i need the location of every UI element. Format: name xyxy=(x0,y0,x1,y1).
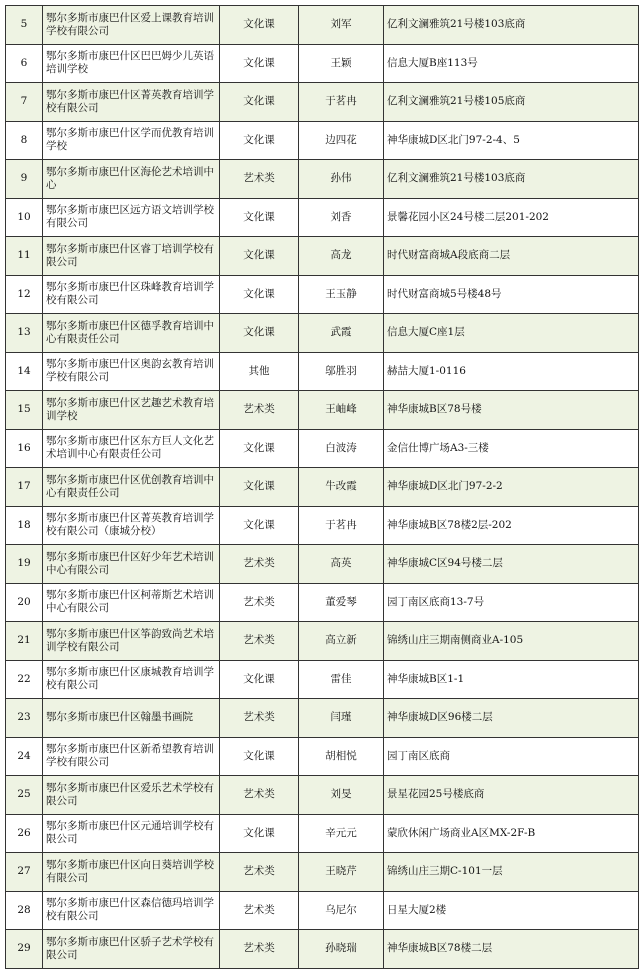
institution-name: 鄂尔多斯市康巴什区爱上课教育培训学校有限公司 xyxy=(43,6,220,45)
person-cell: 牛改霞 xyxy=(299,468,384,507)
address-cell: 神华康城B区1-1 xyxy=(384,660,639,699)
row-number: 17 xyxy=(6,468,43,507)
person-cell: 刘香 xyxy=(299,198,384,237)
address-cell: 亿利文澜雅筑21号楼103底商 xyxy=(384,160,639,199)
person-cell: 乌尼尔 xyxy=(299,891,384,930)
row-number: 10 xyxy=(6,198,43,237)
category-cell: 文化课 xyxy=(220,237,299,276)
address-cell: 神华康城B区78楼2层-202 xyxy=(384,506,639,545)
person-cell: 邬胜羽 xyxy=(299,352,384,391)
category-cell: 文化课 xyxy=(220,737,299,776)
institution-name: 鄂尔多斯市康巴什区海伦艺术培训中心 xyxy=(43,160,220,199)
category-cell: 文化课 xyxy=(220,275,299,314)
person-cell: 孙伟 xyxy=(299,160,384,199)
row-number: 21 xyxy=(6,622,43,661)
address-cell: 日星大厦2楼 xyxy=(384,891,639,930)
address-cell: 赫喆大厦1-0116 xyxy=(384,352,639,391)
person-cell: 武霞 xyxy=(299,314,384,353)
institution-name: 鄂尔多斯市康巴什区艺趣艺术教育培训学校 xyxy=(43,391,220,430)
row-number: 23 xyxy=(6,699,43,738)
person-cell: 王玉静 xyxy=(299,275,384,314)
category-cell: 艺术类 xyxy=(220,391,299,430)
table-row xyxy=(6,814,639,853)
institution-name: 鄂尔多斯市康巴什区东方巨人文化艺术培训中心有限责任公司 xyxy=(43,429,220,468)
institution-name: 鄂尔多斯市康巴什区珠峰教育培训学校有限公司 xyxy=(43,275,220,314)
institution-name: 鄂尔多斯市康巴什区奥韵玄教育培训学校有限公司 xyxy=(43,352,220,391)
table-row xyxy=(6,44,639,83)
address-cell: 景馨花园小区24号楼二层201-202 xyxy=(384,198,639,237)
person-cell: 边四花 xyxy=(299,121,384,160)
category-cell: 文化课 xyxy=(220,6,299,45)
table-row xyxy=(6,198,639,237)
table-row xyxy=(6,853,639,892)
person-cell: 刘军 xyxy=(299,6,384,45)
address-cell: 神华康城D区北门97-2-2 xyxy=(384,468,639,507)
person-cell: 胡相悦 xyxy=(299,737,384,776)
row-number: 18 xyxy=(6,506,43,545)
address-cell: 神华康城B区78号楼 xyxy=(384,391,639,430)
person-cell: 闫瑾 xyxy=(299,699,384,738)
row-number: 8 xyxy=(6,121,43,160)
category-cell: 其他 xyxy=(220,352,299,391)
person-cell: 孙晓瑞 xyxy=(299,930,384,969)
institution-name: 鄂尔多斯市康巴什区睿丁培训学校有限公司 xyxy=(43,237,220,276)
row-number: 19 xyxy=(6,545,43,584)
row-number: 16 xyxy=(6,429,43,468)
row-number: 15 xyxy=(6,391,43,430)
row-number: 9 xyxy=(6,160,43,199)
address-cell: 神华康城C区94号楼二层 xyxy=(384,545,639,584)
category-cell: 文化课 xyxy=(220,506,299,545)
row-number: 13 xyxy=(6,314,43,353)
person-cell: 白波涛 xyxy=(299,429,384,468)
institution-name: 鄂尔多斯市康巴什区翰墨书画院 xyxy=(43,699,220,738)
address-cell: 信息大厦B座113号 xyxy=(384,44,639,83)
person-cell: 辛元元 xyxy=(299,814,384,853)
table-row xyxy=(6,314,639,353)
category-cell: 艺术类 xyxy=(220,622,299,661)
table-row xyxy=(6,352,639,391)
table-row xyxy=(6,583,639,622)
category-cell: 艺术类 xyxy=(220,699,299,738)
category-cell: 文化课 xyxy=(220,429,299,468)
category-cell: 文化课 xyxy=(220,660,299,699)
institution-name: 鄂尔多斯市康巴什区优创教育培训中心有限责任公司 xyxy=(43,468,220,507)
table-row xyxy=(6,468,639,507)
category-cell: 文化课 xyxy=(220,314,299,353)
table-row xyxy=(6,275,639,314)
address-cell: 园丁南区底商13-7号 xyxy=(384,583,639,622)
category-cell: 艺术类 xyxy=(220,160,299,199)
institution-name: 鄂尔多斯市康巴什区森信德玛培训学校有限公司 xyxy=(43,891,220,930)
institution-name: 鄂尔多斯市康巴什区德孚教育培训中心有限责任公司 xyxy=(43,314,220,353)
row-number: 22 xyxy=(6,660,43,699)
row-number: 27 xyxy=(6,853,43,892)
institution-name: 鄂尔多斯市康巴什区元通培训学校有限公司 xyxy=(43,814,220,853)
category-cell: 艺术类 xyxy=(220,776,299,815)
row-number: 12 xyxy=(6,275,43,314)
institution-name: 鄂尔多斯市康巴什区好少年艺术培训中心有限公司 xyxy=(43,545,220,584)
category-cell: 艺术类 xyxy=(220,891,299,930)
table-row xyxy=(6,391,639,430)
address-cell: 时代财富商城A段底商二层 xyxy=(384,237,639,276)
person-cell: 高龙 xyxy=(299,237,384,276)
institution-name: 鄂尔多斯市康巴什区菁英教育培训学校有限公司（康城分校） xyxy=(43,506,220,545)
row-number: 14 xyxy=(6,352,43,391)
table-row xyxy=(6,737,639,776)
row-number: 6 xyxy=(6,44,43,83)
category-cell: 文化课 xyxy=(220,121,299,160)
row-number: 24 xyxy=(6,737,43,776)
table-row xyxy=(6,6,639,45)
table-row xyxy=(6,930,639,969)
person-cell: 刘旻 xyxy=(299,776,384,815)
category-cell: 文化课 xyxy=(220,814,299,853)
address-cell: 锦绣山庄三期南侧商业A-105 xyxy=(384,622,639,661)
person-cell: 王岫峰 xyxy=(299,391,384,430)
row-number: 25 xyxy=(6,776,43,815)
institution-name: 鄂尔多斯市康巴什区筝韵致尚艺术培训学校有限公司 xyxy=(43,622,220,661)
category-cell: 艺术类 xyxy=(220,853,299,892)
table-row xyxy=(6,699,639,738)
table-row xyxy=(6,622,639,661)
row-number: 20 xyxy=(6,583,43,622)
address-cell: 锦绣山庄三期C-101一层 xyxy=(384,853,639,892)
row-number: 5 xyxy=(6,6,43,45)
category-cell: 文化课 xyxy=(220,198,299,237)
row-number: 29 xyxy=(6,930,43,969)
institution-name: 鄂尔多斯市康巴什区骄子艺术学校有限公司 xyxy=(43,930,220,969)
person-cell: 王晓芹 xyxy=(299,853,384,892)
registry-table xyxy=(5,5,639,969)
institution-name: 鄂尔多斯市康巴什区爱乐艺术学校有限公司 xyxy=(43,776,220,815)
category-cell: 艺术类 xyxy=(220,583,299,622)
category-cell: 艺术类 xyxy=(220,545,299,584)
person-cell: 高英 xyxy=(299,545,384,584)
category-cell: 艺术类 xyxy=(220,930,299,969)
institution-name: 鄂尔多斯市康巴什区菁英教育培训学校有限公司 xyxy=(43,83,220,122)
category-cell: 文化课 xyxy=(220,468,299,507)
address-cell: 景星花园25号楼底商 xyxy=(384,776,639,815)
person-cell: 于茗冉 xyxy=(299,506,384,545)
address-cell: 金信仕博广场A3-三楼 xyxy=(384,429,639,468)
address-cell: 信息大厦C座1层 xyxy=(384,314,639,353)
table-row xyxy=(6,429,639,468)
table-row xyxy=(6,660,639,699)
institution-name: 鄂尔多斯市康巴什区柯蒂斯艺术培训中心有限公司 xyxy=(43,583,220,622)
institution-name: 鄂尔多斯市康巴什区新希望教育培训学校有限公司 xyxy=(43,737,220,776)
table-row xyxy=(6,545,639,584)
address-cell: 神华康城D区北门97-2-4、5 xyxy=(384,121,639,160)
table-row xyxy=(6,776,639,815)
address-cell: 神华康城B区78楼二层 xyxy=(384,930,639,969)
person-cell: 雷佳 xyxy=(299,660,384,699)
address-cell: 亿利文澜雅筑21号楼103底商 xyxy=(384,6,639,45)
category-cell: 文化课 xyxy=(220,44,299,83)
registry-table-body xyxy=(6,6,639,969)
table-row xyxy=(6,891,639,930)
institution-name: 鄂尔多斯市康巴什区康城教育培训学校有限公司 xyxy=(43,660,220,699)
row-number: 26 xyxy=(6,814,43,853)
table-row xyxy=(6,506,639,545)
person-cell: 于茗冉 xyxy=(299,83,384,122)
institution-name: 鄂尔多斯市康巴什区向日葵培训学校有限公司 xyxy=(43,853,220,892)
address-cell: 蒙欣休闲广场商业A区MX-2F-B xyxy=(384,814,639,853)
institution-name: 鄂尔多斯市康巴区远方语文培训学校有限公司 xyxy=(43,198,220,237)
table-row xyxy=(6,121,639,160)
row-number: 28 xyxy=(6,891,43,930)
person-cell: 王颖 xyxy=(299,44,384,83)
address-cell: 时代财富商城5号楼48号 xyxy=(384,275,639,314)
institution-name: 鄂尔多斯市康巴什区学而优教育培训学校 xyxy=(43,121,220,160)
institution-name: 鄂尔多斯市康巴什区巴巴姆少儿英语培训学校 xyxy=(43,44,220,83)
person-cell: 董爱琴 xyxy=(299,583,384,622)
person-cell: 高立新 xyxy=(299,622,384,661)
table-row xyxy=(6,160,639,199)
address-cell: 亿利文澜雅筑21号楼105底商 xyxy=(384,83,639,122)
table-row xyxy=(6,83,639,122)
category-cell: 文化课 xyxy=(220,83,299,122)
address-cell: 神华康城D区96楼二层 xyxy=(384,699,639,738)
row-number: 11 xyxy=(6,237,43,276)
address-cell: 园丁南区底商 xyxy=(384,737,639,776)
table-row xyxy=(6,237,639,276)
row-number: 7 xyxy=(6,83,43,122)
